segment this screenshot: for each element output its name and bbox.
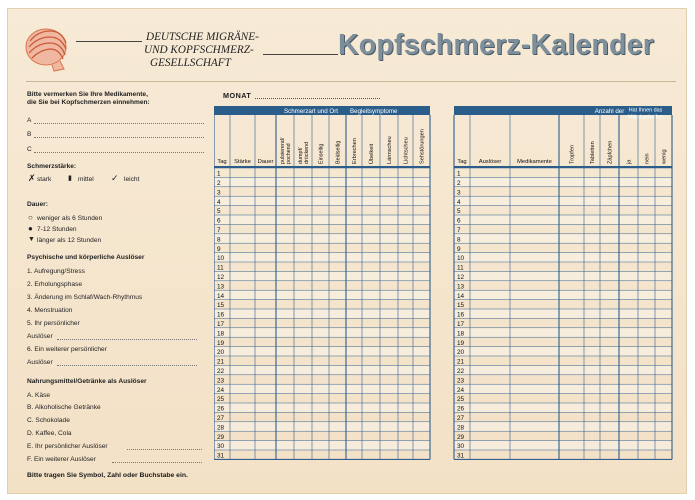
trigger-6-sub: Auslöser	[27, 359, 53, 366]
col-header-pain-3: Einseitig	[318, 143, 325, 164]
day-number-left: 9	[217, 245, 221, 253]
col-header-trigger: Auslöser	[478, 159, 502, 165]
med-a-field[interactable]	[34, 123, 204, 124]
day-row-entry-right[interactable]	[470, 271, 672, 280]
society-underline	[76, 41, 142, 42]
day-row-entry-left[interactable]	[230, 328, 430, 337]
day-row-entry-left[interactable]	[230, 356, 430, 365]
day-number-right: 31	[457, 452, 465, 460]
day-number-right: 8	[457, 236, 461, 244]
day-number-left: 10	[217, 255, 225, 263]
day-row-entry-left[interactable]	[230, 441, 430, 450]
strong-x-icon: ✗	[28, 173, 36, 183]
header-underline	[214, 166, 430, 168]
col-header-count-1: Tropfen	[569, 144, 576, 164]
day-row-entry-right[interactable]	[470, 243, 672, 252]
day-number-left: 27	[217, 415, 225, 422]
day-row-entry-right[interactable]	[470, 375, 672, 384]
day-row-entry-right[interactable]	[470, 394, 672, 403]
day-number-right: 11	[457, 264, 464, 272]
day-row-entry-left[interactable]	[230, 412, 430, 421]
brain-head-logo-icon	[24, 25, 74, 75]
calendar-sheet	[7, 8, 687, 494]
group-header-count: Anzahl der	[594, 108, 625, 115]
day-number-right: 25	[457, 396, 465, 404]
group-header-pain: Schmerzart und Ort	[284, 108, 338, 115]
day-row-entry-right[interactable]	[470, 412, 672, 421]
footer-note: Bitte tragen Sie Symbol, Zahl oder Buchstabe ein.	[27, 472, 188, 479]
col-header-symptom-4: Lichtscheu	[403, 137, 410, 164]
society-line-3: GESELLSCHAFT	[150, 57, 231, 69]
day-number-right: 10	[457, 255, 465, 263]
med-c-field[interactable]	[34, 152, 204, 153]
food-f-field[interactable]	[112, 462, 202, 463]
day-row-entry-right[interactable]	[470, 234, 672, 243]
day-number-right: 18	[457, 330, 465, 338]
med-label-a: A	[27, 117, 32, 124]
day-number-right: 6	[457, 217, 461, 225]
day-row-entry-left[interactable]	[230, 271, 430, 280]
day-row-entry-left[interactable]	[230, 309, 430, 318]
trigger-5-field[interactable]	[57, 339, 197, 340]
trigger-3: 3. Änderung im Schlaf/Wach-Rhythmus	[27, 294, 143, 301]
col-header-pain-2-b: drückend	[304, 141, 310, 164]
day-row-entry-left[interactable]	[230, 168, 430, 177]
day-number-left: 23	[217, 377, 225, 385]
day-number-left: 29	[217, 433, 225, 441]
trigger-2: 2. Erholungsphase	[27, 281, 82, 288]
day-row-entry-left[interactable]	[230, 253, 430, 262]
group-header-helped-1: Hat Ihnen das	[628, 107, 663, 114]
food-c: C. Schokolade	[27, 417, 70, 424]
day-row-entry-left[interactable]	[230, 450, 430, 459]
strength-heading: Schmerzstärke:	[27, 163, 77, 170]
day-number-right: 5	[457, 208, 461, 216]
trigger-6: 6. Ein weiterer persönlicher	[27, 346, 107, 353]
day-row-entry-left[interactable]	[230, 196, 430, 205]
day-number-right: 2	[457, 180, 461, 187]
day-row-entry-right[interactable]	[470, 309, 672, 318]
col-header-symptom-3: Lärmscheu	[387, 136, 393, 164]
day-row-entry-left[interactable]	[230, 337, 430, 346]
col-header-pain-2: dumpf/	[298, 147, 304, 164]
day-row-entry-right[interactable]	[470, 224, 672, 233]
header-underline	[454, 166, 672, 168]
day-number-left: 30	[217, 443, 225, 451]
day-row-entry-right[interactable]	[470, 347, 672, 356]
day-number-right: 15	[457, 302, 465, 310]
day-number-right: 21	[457, 358, 465, 366]
day-number-left: 28	[217, 424, 225, 432]
med-b-field[interactable]	[34, 137, 204, 138]
day-row-entry-right[interactable]	[470, 328, 672, 337]
day-row-entry-left[interactable]	[230, 262, 430, 271]
day-number-left: 13	[217, 283, 225, 291]
trigger-5: 5. Ihr persönlicher	[27, 320, 80, 327]
day-row-entry-right[interactable]	[470, 187, 672, 196]
day-number-left: 18	[217, 330, 225, 338]
day-number-left: 8	[217, 236, 221, 244]
day-row-entry-right[interactable]	[470, 177, 672, 186]
day-number-right: 27	[457, 415, 465, 422]
col-header-pain-1: pulsierend/	[280, 137, 286, 164]
month-field[interactable]	[255, 98, 380, 99]
day-number-right: 30	[457, 443, 465, 451]
group-header-symptoms: Begleitsymptome	[350, 108, 398, 115]
col-header-symptom-5: Sehstörungen	[419, 129, 426, 164]
day-row-entry-right[interactable]	[470, 253, 672, 262]
col-header-pain-1-b: pochend	[286, 143, 292, 164]
day-row-entry-right[interactable]	[470, 365, 672, 374]
day-row-entry-left[interactable]	[230, 290, 430, 299]
day-row-entry-right[interactable]	[470, 403, 672, 412]
header-divider	[26, 81, 676, 82]
trigger-5-sub: Auslöser	[27, 333, 53, 340]
day-row-entry-right[interactable]	[470, 215, 672, 224]
day-number-left: 15	[217, 302, 225, 310]
day-number-right: 17	[457, 321, 465, 328]
day-row-entry-left[interactable]	[230, 234, 430, 243]
day-number-left: 1	[217, 170, 221, 178]
light-check-icon: ✓	[111, 173, 119, 183]
day-number-left: 6	[217, 217, 221, 225]
col-header-day-right: Tag	[457, 159, 467, 165]
duration-short: weniger als 6 Stunden	[37, 215, 103, 222]
day-number-right: 29	[457, 433, 465, 441]
calendar-grid-svg	[214, 106, 674, 468]
col-header-count-3: Zäpfchen	[607, 140, 614, 164]
col-header-day: Tag	[217, 159, 227, 165]
day-number-right: 1	[457, 170, 461, 178]
trigger-6-field[interactable]	[57, 365, 197, 366]
day-row-entry-right[interactable]	[470, 318, 672, 327]
group-header-helped-2: Mittel geholfen	[627, 114, 664, 121]
day-number-right: 3	[457, 189, 461, 197]
duration-medium: 7-12 Stunden	[37, 226, 77, 233]
day-row-entry-left[interactable]	[230, 215, 430, 224]
society-line-1: DEUTSCHE MIGRÄNE-	[146, 31, 259, 43]
meds-heading-2: die Sie bei Kopfschmerzen einnehmen:	[27, 99, 150, 106]
day-row-entry-right[interactable]	[470, 290, 672, 299]
day-number-right: 22	[457, 368, 465, 375]
day-row-entry-right[interactable]	[470, 450, 672, 459]
day-row-entry-left[interactable]	[230, 375, 430, 384]
day-number-left: 26	[217, 405, 225, 413]
day-row-entry-left[interactable]	[230, 422, 430, 431]
day-row-entry-left[interactable]	[230, 177, 430, 186]
duration-heading: Dauer:	[27, 201, 48, 208]
day-row-entry-left[interactable]	[230, 431, 430, 440]
society-underline	[263, 54, 338, 55]
day-number-left: 12	[217, 274, 225, 281]
day-number-right: 26	[457, 405, 465, 413]
strength-medium: mittel	[78, 176, 94, 183]
day-number-right: 23	[457, 377, 465, 385]
day-number-right: 12	[457, 274, 465, 281]
left-header-bar	[214, 106, 276, 115]
med-label-b: B	[27, 131, 32, 138]
day-row-entry-left[interactable]	[230, 300, 430, 309]
calendar-grid	[214, 106, 674, 468]
food-heading: Nahrungsmittel/Getränke als Auslöser	[27, 378, 147, 385]
day-number-right: 28	[457, 424, 465, 432]
day-row-entry-left[interactable]	[230, 187, 430, 196]
strength-strong: stark	[37, 176, 52, 183]
day-number-right: 19	[457, 339, 465, 347]
col-header-medication: Medikamente	[517, 159, 552, 165]
day-number-left: 17	[217, 321, 225, 328]
filled-circle-icon: ●	[28, 224, 33, 233]
day-number-right: 13	[457, 283, 465, 291]
col-header-helped-1: ja	[626, 159, 633, 164]
day-number-left: 19	[217, 339, 225, 347]
trigger-4: 4. Menstruation	[27, 307, 73, 314]
day-row-entry-left[interactable]	[230, 384, 430, 393]
down-triangle-icon: ▼	[28, 236, 35, 243]
day-number-left: 7	[217, 227, 221, 234]
day-row-entry-left[interactable]	[230, 206, 430, 215]
day-number-left: 24	[217, 386, 225, 394]
day-number-right: 20	[457, 349, 465, 357]
day-row-entry-right[interactable]	[470, 196, 672, 205]
day-number-right: 9	[457, 245, 461, 253]
day-row-entry-right[interactable]	[470, 384, 672, 393]
trigger-1: 1. Aufregung/Stress	[27, 268, 85, 275]
page-title: Kopfschmerz-Kalender	[338, 29, 654, 61]
day-number-right: 4	[457, 198, 461, 206]
day-row-entry-left[interactable]	[230, 281, 430, 290]
day-row-entry-right[interactable]	[470, 356, 672, 365]
day-row-entry-left[interactable]	[230, 365, 430, 374]
med-label-c: C	[27, 146, 32, 153]
day-number-left: 3	[217, 189, 221, 197]
food-f: F. Ein weiterer Auslöser	[27, 456, 96, 463]
day-row-entry-right[interactable]	[470, 206, 672, 215]
day-number-left: 20	[217, 349, 225, 357]
day-row-entry-left[interactable]	[230, 347, 430, 356]
col-header-count-2: Tabletten	[590, 141, 596, 164]
day-number-left: 22	[217, 368, 225, 375]
duration-long: länger als 12 Stunden	[37, 237, 102, 244]
strength-light: leicht	[124, 176, 140, 183]
day-number-left: 2	[217, 180, 221, 187]
col-header-strength: Stärke	[234, 159, 251, 165]
day-row-entry-right[interactable]	[470, 300, 672, 309]
day-row-entry-right[interactable]	[470, 441, 672, 450]
day-row-entry-left[interactable]	[230, 403, 430, 412]
food-b: B. Alkoholische Getränke	[27, 404, 101, 411]
day-number-left: 31	[217, 452, 225, 460]
day-number-left: 21	[217, 358, 225, 366]
col-header-duration: Dauer	[257, 159, 274, 165]
day-row-entry-left[interactable]	[230, 224, 430, 233]
day-row-entry-right[interactable]	[470, 168, 672, 177]
col-header-symptom-1: Erbrechen	[352, 138, 358, 164]
day-number-right: 7	[457, 227, 461, 234]
day-row-entry-left[interactable]	[230, 318, 430, 327]
day-row-entry-right[interactable]	[470, 262, 672, 271]
day-number-right: 24	[457, 386, 465, 394]
day-number-left: 16	[217, 311, 225, 319]
day-row-entry-left[interactable]	[230, 394, 430, 403]
col-header-symptom-2: Übelkeit	[369, 143, 375, 164]
society-line-2: UND KOPFSCHMERZ-	[144, 44, 254, 56]
col-header-helped-3: wenig	[661, 149, 668, 164]
day-number-left: 4	[217, 198, 221, 206]
day-number-right: 16	[457, 311, 465, 319]
medium-bar-icon: ▮	[68, 175, 72, 182]
open-circle-icon: ○	[28, 213, 33, 222]
day-number-left: 5	[217, 208, 221, 216]
day-number-left: 11	[217, 264, 224, 272]
meds-heading-1: Bitte vermerken Sie Ihre Medikamente,	[27, 91, 148, 98]
day-row-entry-right[interactable]	[470, 337, 672, 346]
col-header-pain-4: Beidseitig	[335, 140, 342, 164]
food-d: D. Kaffee, Cola	[27, 430, 72, 437]
col-header-helped-2: nein	[644, 153, 651, 164]
day-row-entry-right[interactable]	[470, 281, 672, 290]
month-label: MONAT	[223, 91, 252, 100]
day-row-entry-left[interactable]	[230, 243, 430, 252]
food-e: E. Ihr persönlicher Auslöser	[27, 443, 108, 450]
day-row-entry-right[interactable]	[470, 431, 672, 440]
day-number-left: 14	[217, 292, 225, 300]
day-number-left: 25	[217, 396, 225, 404]
day-number-right: 14	[457, 292, 465, 300]
day-row-entry-right[interactable]	[470, 422, 672, 431]
food-e-field[interactable]	[127, 449, 202, 450]
food-a: A. Käse	[27, 392, 51, 399]
triggers-heading: Psychische und körperliche Auslöser	[27, 254, 145, 261]
